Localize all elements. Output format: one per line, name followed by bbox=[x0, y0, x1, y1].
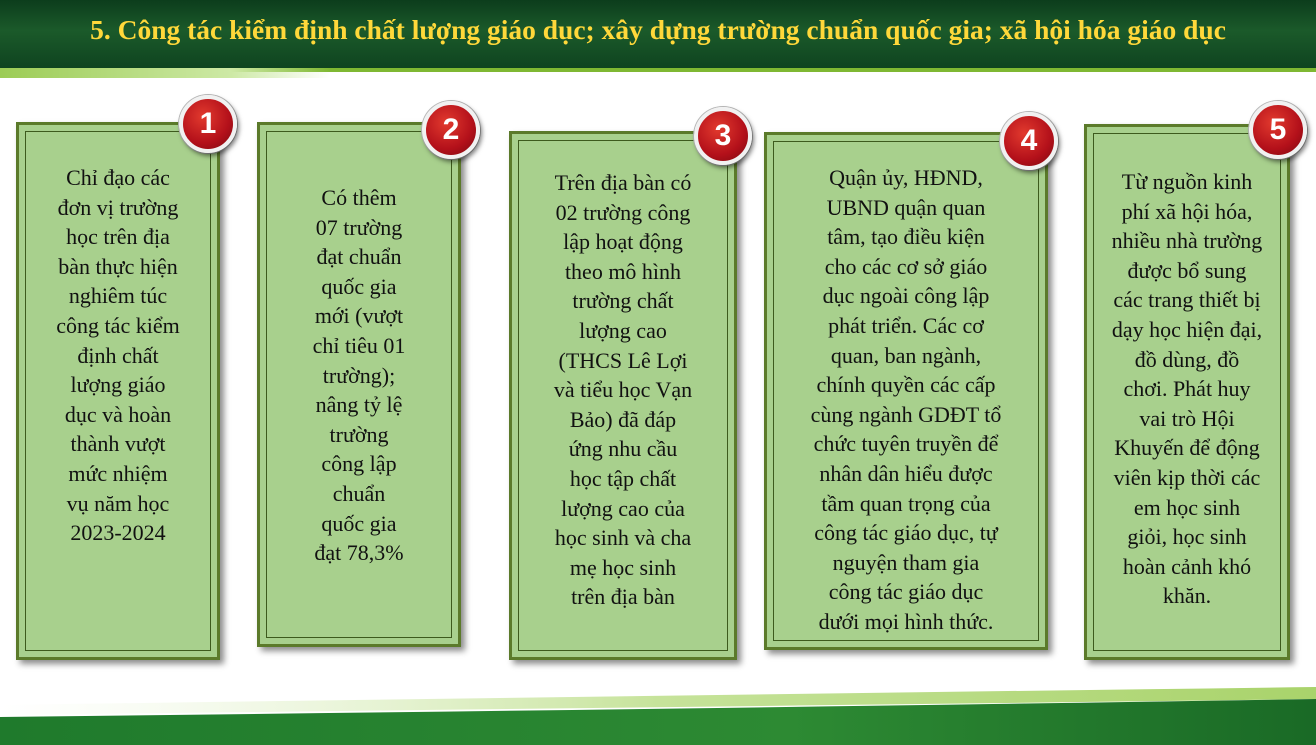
card-1-text bbox=[27, 163, 209, 548]
card-5-line: em học sinh bbox=[1133, 494, 1241, 520]
card-5-line: hoàn cảnh khó bbox=[1122, 553, 1252, 579]
card-1-line: đơn vị trường bbox=[57, 194, 179, 220]
card-1-line: học trên địa bbox=[66, 224, 170, 250]
number-badge-4: 4 bbox=[1000, 112, 1058, 170]
card-5-line: Từ nguồn kinh bbox=[1121, 169, 1253, 194]
info-card-4 bbox=[764, 132, 1048, 650]
card-2-line: công lập bbox=[321, 451, 397, 477]
number-badge-1: 1 bbox=[179, 95, 237, 153]
card-2-line: chuẩn bbox=[332, 480, 386, 506]
card-4-line: dục ngoài công lập bbox=[822, 283, 990, 309]
card-5-line: khăn. bbox=[1162, 583, 1212, 609]
card-4-line: công tác giáo dục bbox=[828, 579, 984, 605]
card-4-line: chính quyền các cấp bbox=[816, 372, 996, 398]
card-3-line: Bảo) đã đáp bbox=[569, 406, 677, 432]
card-3-line: (THCS Lê Lợi bbox=[558, 347, 688, 373]
title-bar bbox=[0, 0, 1316, 72]
card-2-line: trường bbox=[329, 421, 389, 447]
card-5-text bbox=[1095, 167, 1279, 611]
card-5-line: chơi. Phát huy bbox=[1123, 376, 1251, 402]
card-3-line: học tập chất bbox=[569, 465, 677, 491]
card-4-line: tầm quan trọng của bbox=[821, 490, 991, 516]
card-5-line: đồ dùng, đồ bbox=[1134, 346, 1240, 372]
card-4-line: dưới mọi hình thức. bbox=[818, 608, 994, 634]
number-badge-2: 2 bbox=[422, 101, 480, 159]
card-3-line: 02 trường công bbox=[555, 199, 691, 225]
card-5-line: vai trò Hội bbox=[1139, 405, 1235, 431]
info-card-5 bbox=[1084, 124, 1290, 660]
card-1-line: nghiêm túc bbox=[68, 283, 168, 309]
card-5-line: được bổ sung bbox=[1127, 257, 1247, 283]
card-4-line: UBND quận quan bbox=[826, 194, 986, 220]
card-3-line: ứng nhu cầu bbox=[568, 436, 678, 462]
card-1-line: công tác kiểm bbox=[56, 312, 180, 338]
card-5-line: các trang thiết bị bbox=[1113, 287, 1261, 313]
card-4-line: công tác giáo dục, tự bbox=[814, 520, 998, 546]
card-2-text bbox=[268, 183, 450, 568]
info-card-1 bbox=[16, 122, 220, 660]
card-2-line: nâng tỷ lệ bbox=[315, 392, 403, 418]
card-3-line: trên địa bàn bbox=[571, 584, 675, 610]
card-3-line: Trên địa bàn có bbox=[554, 170, 692, 195]
card-3-line: lượng cao bbox=[579, 317, 667, 343]
card-5-line: nhiều nhà trường bbox=[1111, 228, 1263, 254]
card-4-line: quan, ban ngành, bbox=[830, 342, 982, 368]
card-2-line: 07 trường bbox=[315, 214, 403, 240]
card-2-line: mới (vượt bbox=[314, 303, 404, 329]
card-4-line: phát triển. Các cơ bbox=[828, 312, 984, 338]
card-2-line: đạt chuẩn bbox=[316, 244, 402, 270]
card-4-text bbox=[775, 163, 1037, 637]
card-3-line: lượng cao của bbox=[561, 495, 685, 521]
card-5-line: dạy học hiện đại, bbox=[1111, 316, 1263, 342]
info-card-2 bbox=[257, 122, 461, 647]
card-1-line: bàn thực hiện bbox=[58, 253, 178, 279]
card-1-line: thành vượt bbox=[70, 431, 166, 457]
card-1-line: dục và hoàn bbox=[64, 401, 172, 427]
card-2-line: Có thêm bbox=[321, 185, 397, 210]
card-3-line: và tiểu học Vạn bbox=[553, 377, 693, 403]
card-1-line: Chỉ đạo các bbox=[66, 165, 170, 190]
card-4-line: nhân dân hiểu được bbox=[819, 460, 993, 486]
footer-decoration bbox=[0, 685, 1316, 745]
card-5-line: giỏi, học sinh bbox=[1127, 524, 1247, 550]
card-2-line: quốc gia bbox=[321, 510, 397, 536]
card-5-line: Khuyến để động bbox=[1114, 435, 1260, 461]
card-3-line: trường chất bbox=[572, 288, 674, 314]
card-1-line: 2023-2024 bbox=[70, 520, 166, 546]
card-2-line: đạt 78,3% bbox=[314, 540, 404, 566]
card-2-line: quốc gia bbox=[321, 273, 397, 299]
card-4-line: chức tuyên truyền để bbox=[813, 431, 999, 457]
info-card-3 bbox=[509, 131, 737, 660]
card-5-line: phí xã hội hóa, bbox=[1121, 198, 1253, 224]
card-3-line: mẹ học sinh bbox=[569, 554, 677, 580]
card-1-line: vụ năm học bbox=[66, 490, 170, 516]
card-3-text bbox=[520, 168, 726, 612]
number-badge-5: 5 bbox=[1249, 101, 1307, 159]
card-3-line: theo mô hình bbox=[564, 258, 682, 284]
card-4-line: cho các cơ sở giáo bbox=[824, 253, 988, 279]
card-4-line: cùng ngành GDĐT tổ bbox=[810, 401, 1002, 427]
card-4-line: nguyện tham gia bbox=[832, 549, 980, 575]
card-1-line: mức nhiệm bbox=[68, 460, 168, 486]
number-badge-3: 3 bbox=[694, 107, 752, 165]
card-2-line: chỉ tiêu 01 bbox=[312, 332, 406, 358]
card-4-line: tâm, tạo điều kiện bbox=[827, 224, 985, 250]
slide-title: 5. Công tác kiểm định chất lượng giáo dục; xây dựng trường chuẩn quốc gia; xã hội hóa giáo dục bbox=[90, 14, 1226, 45]
card-3-line: lập hoạt động bbox=[563, 229, 683, 255]
card-2-line: trường); bbox=[322, 362, 396, 388]
card-1-line: định chất bbox=[77, 342, 159, 368]
card-5-line: viên kịp thời các bbox=[1113, 464, 1261, 490]
card-4-line: Quận ủy, HĐND, bbox=[829, 165, 983, 190]
card-1-line: lượng giáo bbox=[70, 372, 166, 398]
card-3-line: học sinh và cha bbox=[554, 525, 692, 551]
